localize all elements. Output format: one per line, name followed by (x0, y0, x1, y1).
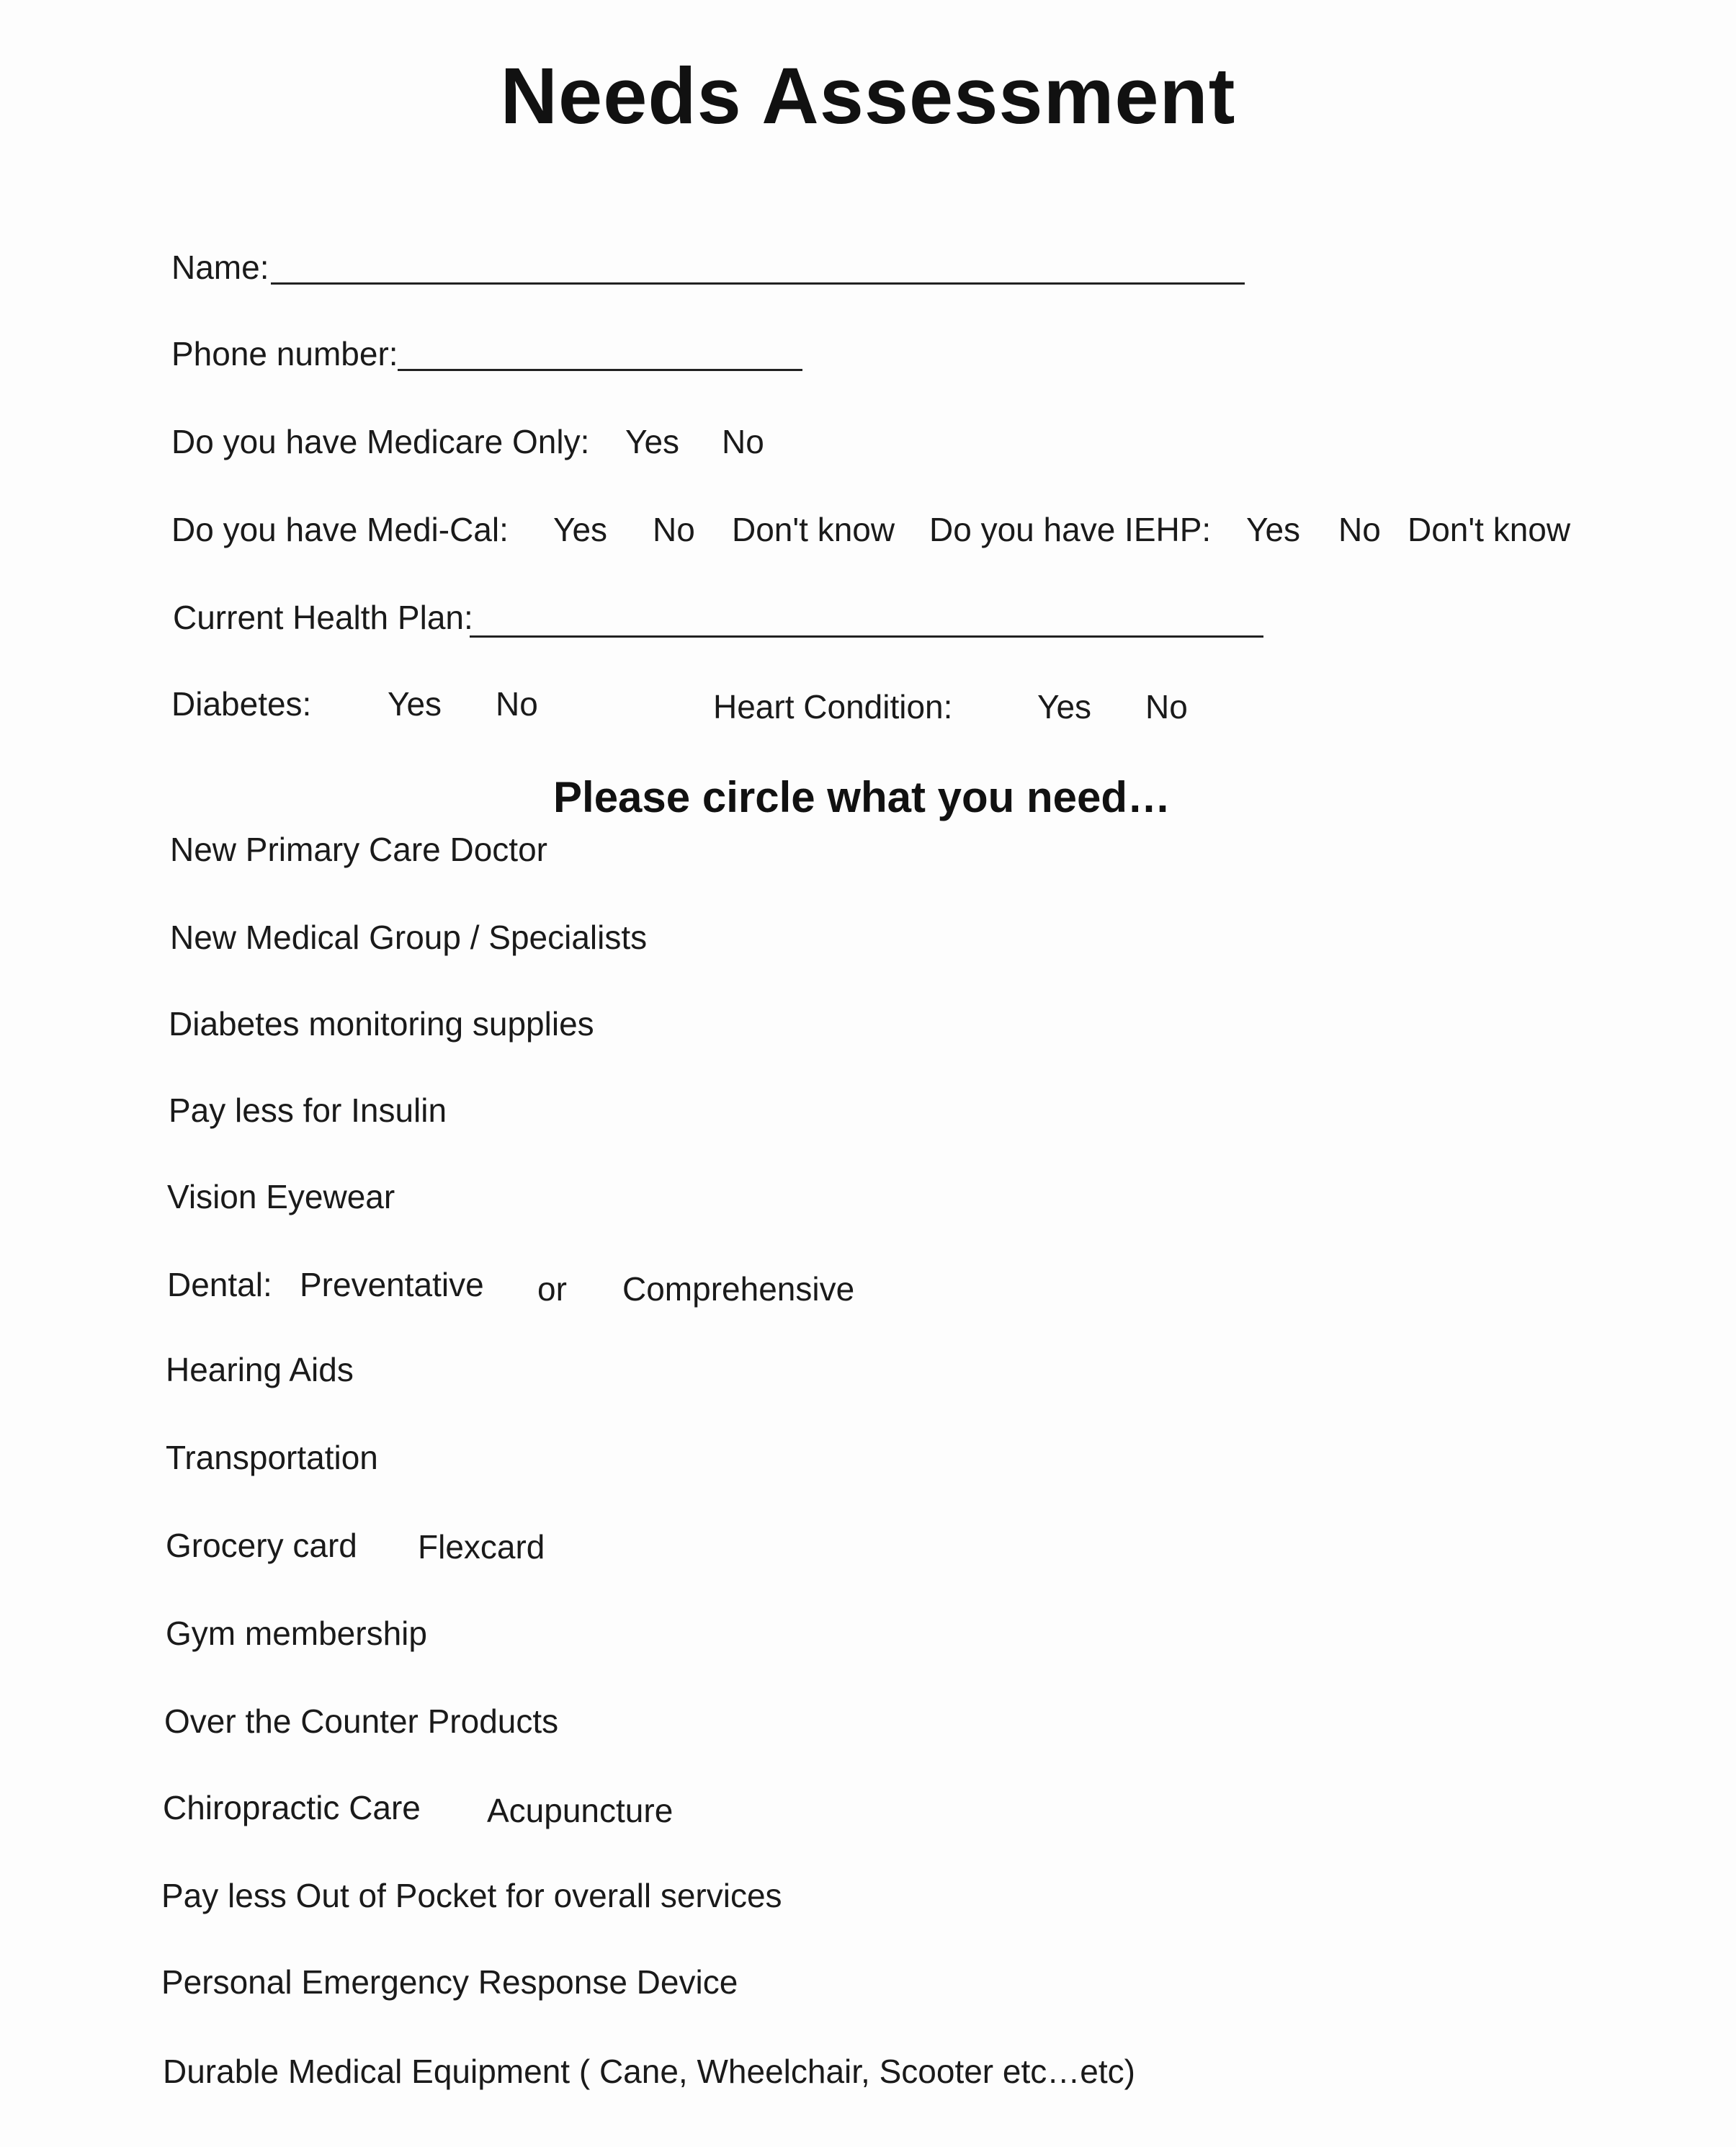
phone-field[interactable] (398, 369, 802, 371)
need-flexcard[interactable]: Flexcard (418, 1528, 545, 1566)
medical-no-option[interactable]: No (653, 511, 695, 548)
heart-yes-option[interactable]: Yes (1037, 688, 1092, 726)
medical-label: Do you have Medi-Cal: (171, 511, 509, 548)
diabetes-label: Diabetes: (171, 685, 312, 723)
diabetes-no-option[interactable]: No (496, 685, 538, 723)
iehp-yes-option[interactable]: Yes (1246, 511, 1301, 548)
need-insulin[interactable]: Pay less for Insulin (169, 1092, 447, 1129)
need-transportation[interactable]: Transportation (166, 1439, 378, 1476)
phone-label: Phone number: (171, 335, 398, 372)
needs-heading: Please circle what you need… (553, 773, 1171, 821)
dental-or-text: or (537, 1270, 567, 1308)
medical-dont-know-option[interactable]: Don't know (732, 511, 895, 548)
iehp-dont-know-option[interactable]: Don't know (1408, 511, 1571, 548)
medicare-question (171, 425, 589, 458)
health-plan-label: Current Health Plan: (173, 599, 473, 636)
dental-preventative-option[interactable]: Preventative (300, 1266, 484, 1303)
need-gym-membership[interactable]: Gym membership (166, 1615, 427, 1652)
medicare-no-option[interactable]: No (722, 423, 764, 460)
medicare-label: Do you have Medicare Only: (171, 423, 590, 460)
need-diabetes-supplies[interactable]: Diabetes monitoring supplies (169, 1005, 594, 1043)
need-grocery-card[interactable]: Grocery card (166, 1527, 357, 1564)
name-label: Name: (171, 249, 269, 286)
dental-label: Dental: (167, 1266, 272, 1303)
medical-yes-option[interactable]: Yes (553, 511, 608, 548)
heart-label: Heart Condition: (713, 688, 953, 726)
dental-comprehensive-option[interactable]: Comprehensive (622, 1270, 855, 1308)
need-out-of-pocket[interactable]: Pay less Out of Pocket for overall services (161, 1877, 782, 1914)
need-primary-care[interactable]: New Primary Care Doctor (170, 831, 547, 868)
page-title: Needs Assessment (500, 52, 1236, 140)
name-field[interactable] (271, 282, 1245, 285)
need-vision[interactable]: Vision Eyewear (167, 1178, 395, 1215)
need-acupuncture[interactable]: Acupuncture (487, 1792, 674, 1829)
medicare-yes-option[interactable]: Yes (625, 423, 680, 460)
need-medical-group[interactable]: New Medical Group / Specialists (170, 919, 648, 956)
need-hearing-aids[interactable]: Hearing Aids (166, 1351, 354, 1388)
health-plan-field[interactable] (470, 635, 1263, 638)
need-emergency-device[interactable]: Personal Emergency Response Device (161, 1963, 738, 2001)
diabetes-yes-option[interactable]: Yes (388, 685, 442, 723)
iehp-label: Do you have IEHP: (929, 511, 1212, 548)
iehp-no-option[interactable]: No (1338, 511, 1381, 548)
need-chiropractic-care[interactable]: Chiropractic Care (163, 1789, 421, 1826)
heart-no-option[interactable]: No (1145, 688, 1188, 726)
need-durable-medical-equipment[interactable]: Durable Medical Equipment ( Cane, Wheelchair, Scooter etc…etc) (163, 2053, 1135, 2090)
need-otc-products[interactable]: Over the Counter Products (164, 1702, 559, 1740)
